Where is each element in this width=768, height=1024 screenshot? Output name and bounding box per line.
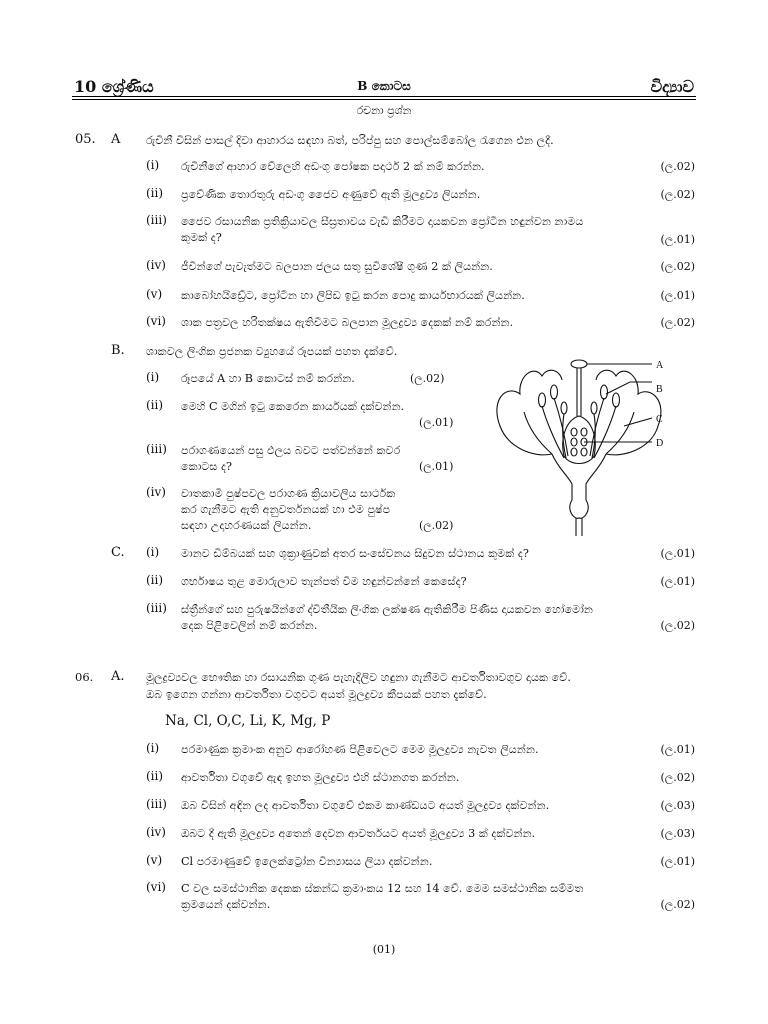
page-subtitle: රචනා ප්‍රශ්න xyxy=(356,104,412,117)
q5b-iv-mark: (ල.02) xyxy=(419,519,454,532)
q5a-i-mark: (ල.02) xyxy=(660,160,695,173)
q5a-vi-text: ශාක පත්‍රවල හරිතක්ෂය ඇතිවීමට බලපාන මූලද්‍රව්‍ය දෙකක් නම් කරන්න. xyxy=(181,316,514,329)
part-label-5a: A xyxy=(111,132,121,147)
q5b-ii-mark: (ල.01) xyxy=(419,416,454,429)
q6a-iii-text: ඔබ විසින් අඳින ලද ආවර්තිතා වගුවේ එකම කාණ්ඩයට අයත් මූලද්‍රව්‍ය දක්වන්න. xyxy=(181,799,550,812)
q5b-i-mark: (ල.02) xyxy=(410,372,445,385)
q5a-ii-text: ප්‍රවේණික තොරතුරු අඩංගු ජෛව අණුවේ ඇති මූලද්‍රව්‍ය ලියන්න. xyxy=(181,188,481,201)
q5b-i-num: (i) xyxy=(146,370,160,384)
q6a-v-num: (v) xyxy=(146,853,163,867)
section-label: B කොටස xyxy=(357,79,411,93)
flower-style-stigma xyxy=(571,360,587,416)
q5c-iii-text-cont: දෙක පිළිවෙලින් නම් කරන්න. xyxy=(181,619,318,632)
q5a-ii-num: (ii) xyxy=(146,186,164,200)
q5a-vi-mark: (ල.02) xyxy=(660,316,695,329)
q6a-v-mark: (ල.01) xyxy=(660,855,695,868)
q5c-ii-text: ගර්භාෂය තුළ මොරුලාව තැන්පත් වීම හඳුන්වන්නේ කෙසේද? xyxy=(181,575,467,588)
q5b-ii-num: (ii) xyxy=(146,398,164,412)
flower-ovary xyxy=(563,416,595,464)
q6a-v-text: Cl පරමාණුවේ ඉලෙක්ට්‍රෝන වින්‍යාසය ලියා දක්වන්න. xyxy=(181,855,433,868)
grade-label: 10 ශ්‍රේණිය xyxy=(74,77,154,96)
q5c-ii-mark: (ල.01) xyxy=(660,575,695,588)
q6a-vi-text: C වල සමස්ථානික දෙකක ස්කන්ධ ක්‍රමාංකය 12 සහ 14 වේ. මෙම සමස්ථානික සම්මත xyxy=(181,882,584,895)
q5b-iv-text: වාතකාමී පුෂ්පවල පරාගණ ක්‍රියාවලිය සාර්ථක xyxy=(181,487,396,500)
q5a-v-num: (v) xyxy=(146,287,163,301)
flower-stamens xyxy=(539,385,620,458)
q5b-intro: ශාකවල ලිංගික ප්‍රජනක ව්‍යුහයේ රූපයක් පහත දැක්වේ. xyxy=(146,345,398,358)
q5b-iii-num: (iii) xyxy=(146,442,167,456)
q6a-iii-num: (iii) xyxy=(146,797,167,811)
q5c-iii-num: (iii) xyxy=(146,601,167,615)
q5a-v-text: කාබෝහයිඩ්‍රේට, ප්‍රෝටීන හා ලිපිඩ ඉටු කරන පොදු කාර්යභාරයක් ලියන්න. xyxy=(181,289,525,302)
subject-label: විද්‍යාව xyxy=(650,77,694,96)
q5a-iv-mark: (ල.02) xyxy=(660,260,695,273)
q5c-ii-num: (ii) xyxy=(146,573,164,587)
q5b-iii-mark: (ල.01) xyxy=(419,460,454,473)
q6a-iv-text: ඔබට දී ඇති මූලද්‍රව්‍ය අතෙන් දෙවන ආවර්තයට අයත් මූලද්‍රව්‍ය 3 ක් දක්වන්න. xyxy=(181,827,536,840)
q5c-i-text: මානව ඩිම්බයක් සහ ශුක්‍රාණුවක් අතර සංසේචනය සිදුවන ස්ථානය කුමක් ද? xyxy=(181,547,529,560)
q5a-vi-num: (vi) xyxy=(146,314,166,328)
header-rule-thick xyxy=(72,96,696,97)
q6a-iv-num: (iv) xyxy=(146,825,166,839)
q6a-intro-line2: ඔබ ඉගෙන ගන්නා ආවර්තිතා වගුවට අයත් මූලද්‍රව්‍ය කීපයක් පහත දැක්වේ. xyxy=(146,688,487,701)
question-number-06: 06. xyxy=(75,670,94,684)
q6a-element-list: Na, Cl, O,C, Li, K, Mg, P xyxy=(165,713,331,729)
part-label-5b: B. xyxy=(111,343,125,358)
q6a-vi-text-cont: ක්‍රමයෙන් දක්වන්න. xyxy=(181,898,271,911)
flower-label-c: C xyxy=(656,414,663,425)
q5a-iv-num: (iv) xyxy=(146,258,166,272)
q5b-iv-text-cont: කර ගැනීමට ඇති අනුවර්තනයක් හා එම පුෂ්ප xyxy=(181,503,391,516)
q5b-iv-num: (iv) xyxy=(146,485,166,499)
question-number-05: 05. xyxy=(75,132,96,147)
flower-receptacle xyxy=(552,454,606,536)
q5a-i-text: රුචිනීගේ ආහාර වේලෙහි අඩංගු පෝෂක පදාර්ථ 2 ක් නම් කරන්න. xyxy=(181,160,485,173)
q6a-vi-mark: (ල.02) xyxy=(660,898,695,911)
q5a-intro: රුචිනී විසින් පාසල් දිවා ආහාරය සඳහා බත්, පරිප්පු සහ පොල්සම්බෝල රැගෙන එන ලදී. xyxy=(146,134,554,147)
q5a-v-mark: (ල.01) xyxy=(660,289,695,302)
q5c-i-num: (i) xyxy=(146,545,160,559)
q5a-iii-mark: (ල.01) xyxy=(660,233,695,246)
part-label-6a: A. xyxy=(111,669,125,684)
flower-label-b: B xyxy=(656,384,663,395)
q5b-ii-text: මෙහි C මගින් ඉටු කෙරෙන කාර්යයක් දක්වන්න. xyxy=(181,400,405,413)
q5b-iv-text-cont2: සඳහා උදාහරණයක් ලියන්න. xyxy=(181,519,312,532)
q5a-iii-text-cont: කුමක් ද? xyxy=(181,231,222,244)
flower-diagram xyxy=(484,350,684,540)
q6a-ii-num: (ii) xyxy=(146,769,164,783)
q5a-ii-mark: (ල.02) xyxy=(660,188,695,201)
q6a-ii-mark: (ල.02) xyxy=(660,771,695,784)
flower-label-d: D xyxy=(656,438,664,449)
q5c-i-mark: (ල.01) xyxy=(660,547,695,560)
q6a-ii-text: ආවර්තිතා වගුවේ ඇඳ ඉහත මූලද්‍රව්‍ය එහි ස්ථානගත කරන්න. xyxy=(181,771,460,784)
q6a-vi-num: (vi) xyxy=(146,880,166,894)
part-label-5c: C. xyxy=(111,545,125,560)
page-number: (01) xyxy=(372,943,396,956)
flower-label-a: A xyxy=(656,360,664,371)
q5c-iii-text: ස්ත්‍රීන්ගේ සහ පුරුෂයින්ගේ ද්විතීයික ලිංගික ලක්ෂණ ඇතිකිරීම පිණිස දායකවන හෝමෝන xyxy=(181,603,593,616)
q5a-iii-num: (iii) xyxy=(146,213,167,227)
q5b-iii-text: පරාගණයෙන් පසු ඵලය බවට පත්වන්නේ කවර xyxy=(181,444,401,457)
flower-label-lines xyxy=(584,364,652,442)
q5c-iii-mark: (ල.02) xyxy=(660,619,695,632)
q5a-iv-text: ජීවීන්ගේ පැවැත්මට බලපාන ජලය සතු සුවිශේෂී ගුණ 2 ක් ලියන්න. xyxy=(181,260,493,273)
q6a-iv-mark: (ල.03) xyxy=(660,827,695,840)
q6a-i-text: පරමාණුක ක්‍රමාංක අනුව ආරෝහණ පිළිවෙලට මෙම මූලද්‍රව්‍ය නැවත ලියන්න. xyxy=(181,743,539,756)
q5b-iii-text-cont: කොටස ද? xyxy=(181,460,232,473)
q6a-iii-mark: (ල.03) xyxy=(660,799,695,812)
q5b-i-text: රූපයේ A හා B කොටස් නම් කරන්න. xyxy=(181,372,355,385)
q5a-i-num: (i) xyxy=(146,158,160,172)
q6a-i-mark: (ල.01) xyxy=(660,743,695,756)
header-rule-thin xyxy=(72,99,696,100)
q6a-intro-line1: මූලද්‍රව්‍යවල භෞතික හා රසායනික ගුණ පැහැදිලිව හඳුනා ගැනීමට ආවර්තිතාවගුව දායක වේ. xyxy=(146,671,571,684)
q5a-iii-text: ජෛව රසායනික ප්‍රතික්‍රියාවල සීඝ්‍රතාවය වැඩි කිරීමට දායකවන ප්‍රෝටීන හඳුන්වන නාමය xyxy=(181,215,584,228)
q6a-i-num: (i) xyxy=(146,741,160,755)
